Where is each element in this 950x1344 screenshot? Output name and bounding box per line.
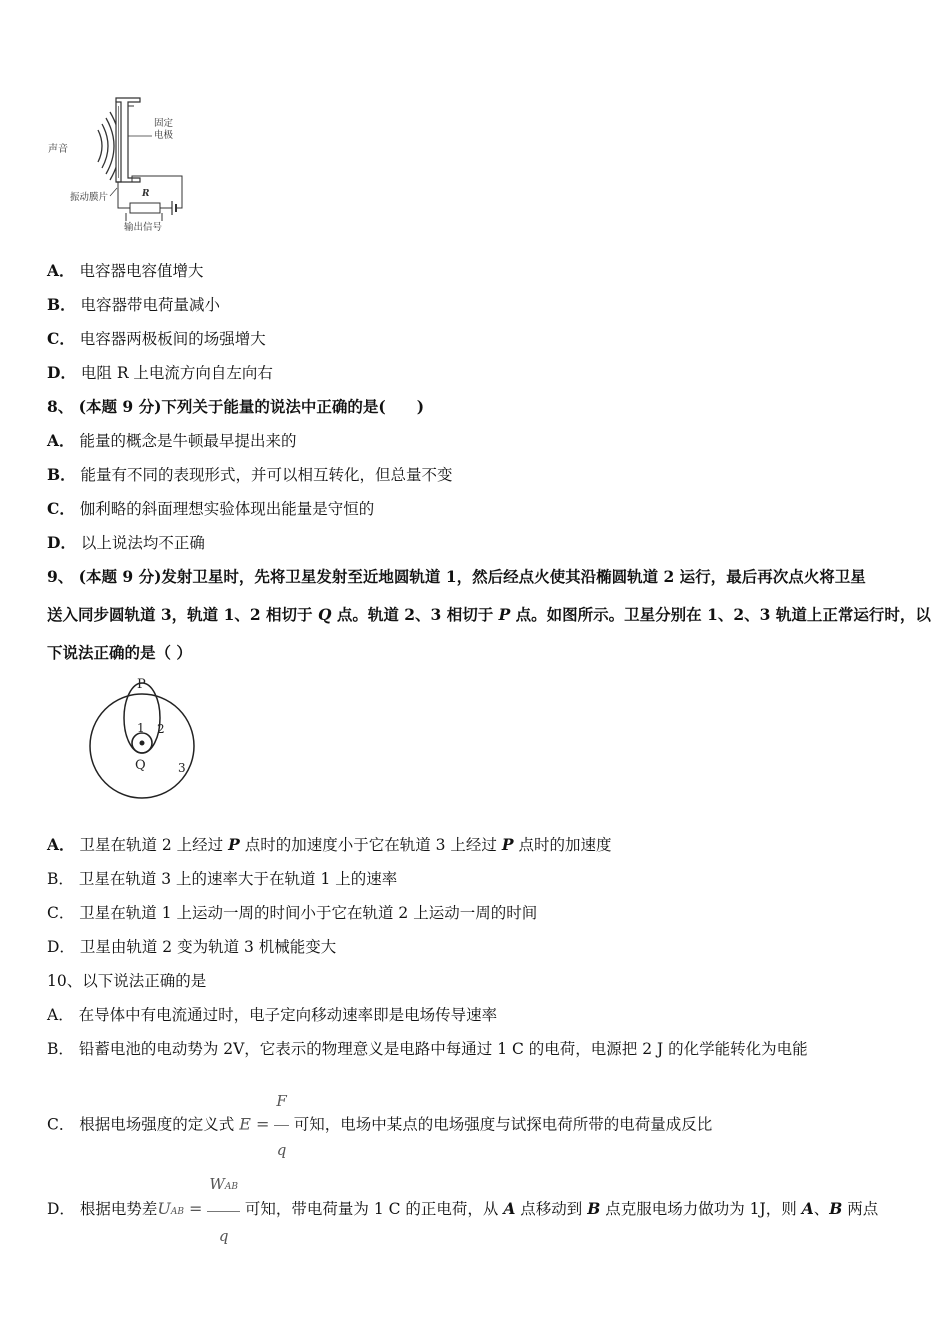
resistor-label: R: [142, 189, 150, 199]
q8-option-c: C． 伽利略的斜面理想实验体现出能量是守恒的: [47, 499, 375, 518]
orbit-3-circle: [90, 694, 194, 798]
q9-option-b: B． 卫星在轨道 3 上的速率大于在轨道 1 上的速率: [47, 870, 398, 888]
output-signal-label: 输出信号: [124, 222, 163, 233]
q7-option-a: A． 电容器电容值增大: [47, 261, 204, 280]
orbit-1-label: 1: [137, 721, 145, 735]
fraction-F-over-q: $\frac{F}{q}$: [274, 1077, 288, 1174]
q9-stem-line2: 送入同步圆轨道 3，轨道 1、2 相切于 Q 点。轨道 2、3 相切于 P 点。如图所示。卫星分别在 1、2、3 轨道上正常运行时，以: [47, 605, 931, 624]
q10-stem: 10、以下说法正确的是: [47, 972, 207, 990]
diaphragm-label: 振动膜片: [70, 192, 109, 203]
earth-dot: [140, 741, 145, 746]
point-Q-label: Q: [135, 758, 146, 773]
q8-stem: 8、 (本题 9 分)下列关于能量的说法中正确的是( ): [47, 397, 425, 416]
point-P-label: P: [137, 677, 146, 692]
q8-option-a: A． 能量的概念是牛顿最早提出来的: [47, 431, 297, 450]
formula-E: E =: [239, 1114, 270, 1134]
sound-label: 声音: [48, 144, 68, 155]
q7-option-b: B． 电容器带电荷量减小: [47, 295, 221, 314]
fraction-W-over-q: $\frac{\text{WAB}}{q}$: [207, 1160, 240, 1260]
microphone-capacitor-figure: [44, 96, 204, 236]
q10-option-c: C． 根据电场强度的定义式 E = $\frac{F}{q}$ 可知，电场中某点的电场强度与试探电荷所带的电荷量成反比: [47, 1077, 712, 1125]
q7-option-c: C． 电容器两极板间的场强增大: [47, 329, 266, 348]
q10-option-a: A． 在导体中有电流通过时，电子定向移动速率即是电场传导速率: [47, 1006, 498, 1024]
q9-option-c: C． 卫星在轨道 1 上运动一周的时间小于它在轨道 2 上运动一周的时间: [47, 904, 538, 922]
q9-stem-line3: 下说法正确的是（ ）: [47, 643, 192, 662]
resistor-R: [130, 203, 160, 213]
orbit-2-label: 2: [157, 722, 165, 736]
orbit-3-label: 3: [178, 761, 186, 775]
q8-option-b: B． 能量有不同的表现形式，并可以相互转化，但总量不变: [47, 465, 453, 484]
q8-option-d: D． 以上说法均不正确: [47, 533, 205, 552]
fixed-label-top: 固定: [154, 118, 174, 129]
formula-U: UAB =: [157, 1199, 203, 1218]
q9-option-d: D． 卫星由轨道 2 变为轨道 3 机械能变大: [47, 938, 337, 956]
q10-option-b: B． 铅蓄电池的电动势为 2V，它表示的物理意义是电路中每通过 1 C 的电荷，电源把 2 J 的化学能转化为电能: [47, 1040, 808, 1058]
q9-stem-line1: 9、 (本题 9 分)发射卫星时，先将卫星发射至近地圆轨道 1，然后经点火使其沿椭圆轨道 2 运行，最后再次点火将卫星: [47, 567, 866, 586]
fixed-label-bottom: 电极: [154, 130, 174, 141]
orbit-figure: [84, 674, 204, 802]
q7-option-d: D． 电阻 R 上电流方向自左向右: [47, 363, 273, 382]
q10-option-d: D． 根据电势差UAB = $\frac{\text{WAB}}{q}$ 可知，带电荷量为 1 C 的正电荷，从 A 点移动到 B 点克服电场力做功为 1J，则 A、B 两点: [47, 1160, 878, 1208]
q9-option-a: A． 卫星在轨道 2 上经过 P 点时的加速度小于它在轨道 3 上经过 P 点时的加速度: [47, 835, 612, 854]
